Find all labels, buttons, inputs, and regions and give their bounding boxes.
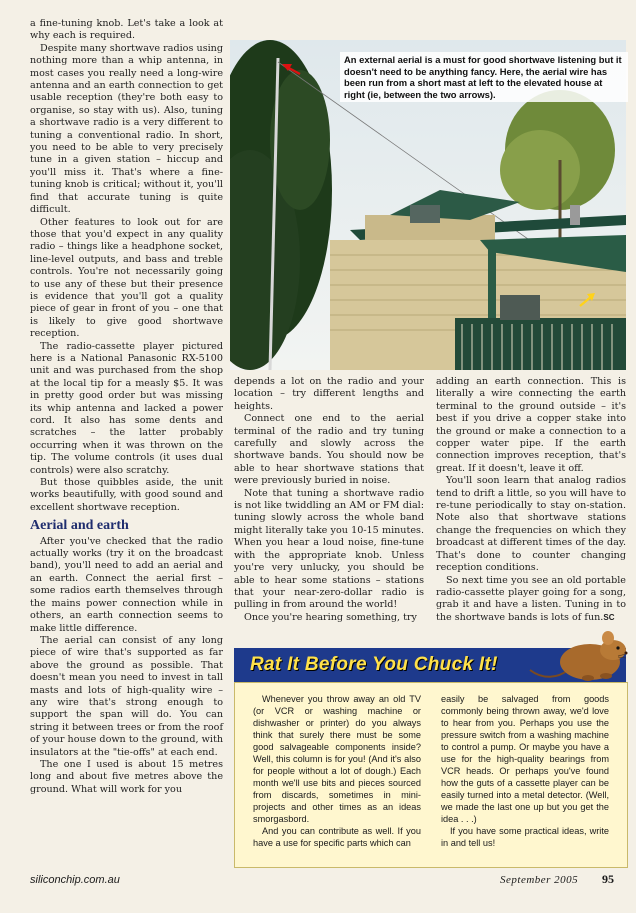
footer-date: September 2005	[500, 874, 579, 886]
paragraph: adding an earth connection. This is literally a wire connecting the earth terminal to the ground outside – it's best if you drive a copper stake into the ground or make a connection to a copper water pipe. If the earth connection improves reception, that's great. If it doesn't, leave it off.	[436, 376, 626, 474]
paragraph-text: So next time you see an old portable radio-cassette player going for a song, grab it and have a listen. Tuning in to the shortwave bands is lots of fun.	[436, 574, 626, 623]
paragraph: Whenever you throw away an old TV (or VCR or washing machine or dishwasher or printer) do you always think that surely there must be some good salvageable components inside? Well, this column is for you! (And it's also for people without a lot of dough.) Each month we'll use bits and pieces sourced from discards, sometimes in mini-projects and other times as an ideas smorgasbord.	[253, 694, 421, 824]
paragraph: But those quibbles aside, the unit works beautifully, with good sound and excellent shortwave reception.	[30, 477, 223, 513]
rat-icon	[528, 620, 628, 686]
paragraph: depends a lot on the radio and your location – try different lengths and heights.	[234, 376, 424, 412]
end-mark: SC	[603, 612, 615, 622]
banner-title: Rat It Before You Chuck It!	[250, 654, 498, 675]
paragraph: easily be salvaged from goods commonly being thrown away, we'd love to hear from you. Perhaps you use the pressure switch from a washing machine to control a pump. Or maybe you have a use for the high-quality bearings from VCR heads. Or perhaps you've found how the guts of a cassette player can be easily turned into a metal detector. (Well, we made the last one up but you get the idea . . .)	[441, 694, 609, 824]
paragraph: The radio-cassette player pictured here is a National Panasonic RX-5100 unit and was purchased from the shop at the local tip for a measly $5. It was in pretty good order but was missing its whip antenna and lacked a power cord. It also has some dents and scratches – the latter probably occurring when it was thrown on the tip. The volume controls (it uses dual controls) were also scratchy.	[30, 340, 223, 476]
paragraph: Once you're hearing something, try	[244, 611, 417, 623]
paragraph: After you've checked that the radio actually works (try it on the broadcast band), you'll need to add an aerial and an earth. Connect the aerial first – some radios earth themselves through the mains power connection while in others, an earth connection seems to make little difference.	[30, 535, 223, 634]
paragraph: And you can contribute as well. If you have a use for specific parts which can	[253, 826, 421, 848]
paragraph: If you have some practical ideas, write in and tell us!	[441, 826, 609, 848]
article-column-2	[234, 376, 424, 624]
page-number: 95	[602, 872, 614, 886]
paragraph: Other features to look out for are those that you'd expect in any quality radio – things like a headphone socket, line-level outputs, and bass and treble controls. You're not necessarily going to use any of these but their presence is evidence that you'll got a quality piece of gear in front of you – one that is likely to give good shortwave reception.	[30, 216, 223, 340]
paragraph: Connect one end to the aerial terminal of the radio and try tuning carefully and slowly across the shortwave bands. You should now be able to hear shortwave stations that were previously buried in noise.	[234, 413, 424, 487]
article-column-1	[30, 18, 223, 796]
photo-caption: An external aerial is a must for good shortwave listening but it doesn't need to be anything fancy. Here, the aerial wire has been run from a short mast at left to the elevated house at right (ie, between the two arrows).	[340, 52, 628, 102]
paragraph: You'll soon learn that analog radios tend to drift a little, so you will have to re-tune periodically to stay on-station. Note also that shortwave stations change the frequencies on which they broadcast at different times of the day. That's done to counter changing reception conditions.	[436, 475, 626, 574]
rat-illustration	[528, 620, 628, 686]
article-column-3	[436, 376, 626, 624]
paragraph: The aerial can consist of any long piece of wire that's supported as far above the ground as possible. That doesn't mean you need to invest in tall masts and lots of high-quality wire – any wire that's strong enough to support the span will do. You can string it between trees or from the roof of your house down to the ground, with insulators at the "tie-offs" at each end.	[30, 634, 223, 758]
paragraph: Note that tuning a shortwave radio is not like twiddling an AM or FM dial: tuning slowly across the whole band might literally take you 10-15 minutes. When you hear a loud noise, fine-tune with the appropriate knob. Unless you're very unlucky, you should be able to hear some stations – stations that your near-zero-dollar radio is pulling in from around the world!	[234, 487, 424, 611]
section-heading: Aerial and earth	[30, 518, 129, 534]
paragraph: The one I used is about 15 metres long and about five metres above the ground. What will work for you	[30, 758, 223, 795]
box-column-1	[253, 693, 421, 849]
footer-url: siliconchip.com.au	[30, 874, 120, 886]
box-column-2	[441, 693, 609, 849]
paragraph	[436, 575, 626, 625]
paragraph: Despite many shortwave radios using nothing more than a whip antenna, in most cases you really need a long-wire antenna and an earth connection to get usable reception (they're both easy to organise, so stay with us). Also, tuning a shortwave radio is a very different to tuning a conventional radio. In short, you need to be able to very precisely tune in a given station – hiccup and you'll miss it. That's where a fine-tuning knob is critical; without it, you'll find that accurate tuning is quite difficult.	[30, 42, 223, 216]
paragraph: a fine-tuning knob. Let's take a look at why each is required.	[30, 18, 223, 42]
sidebar-box	[234, 682, 628, 868]
